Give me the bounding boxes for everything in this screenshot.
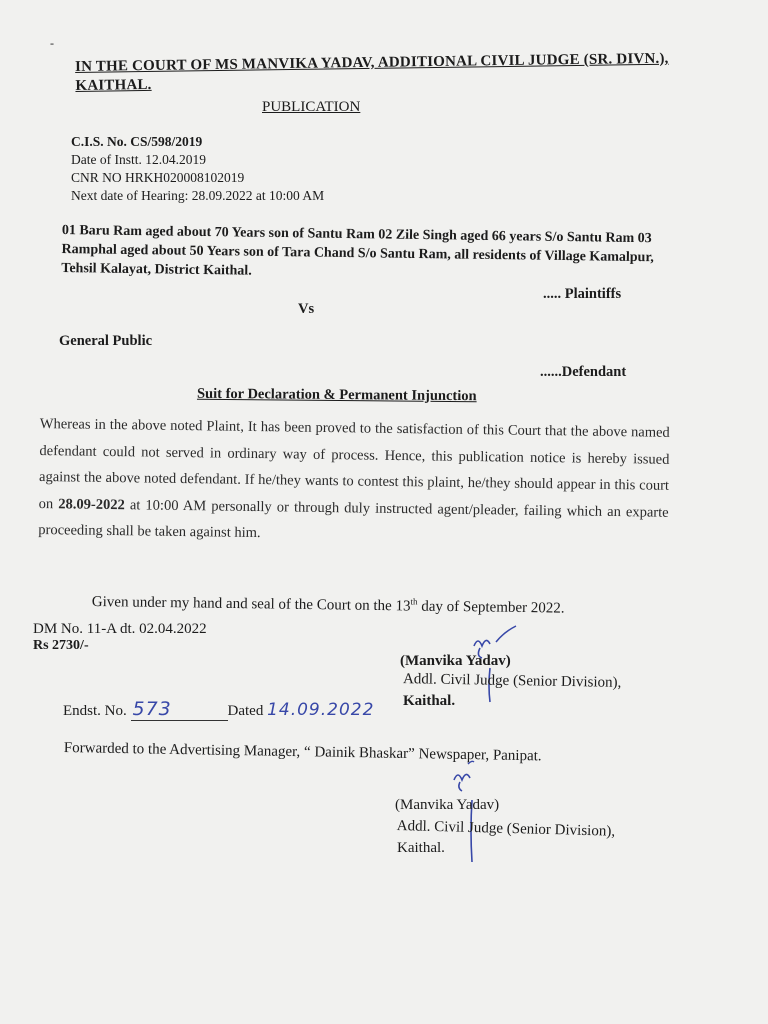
signature-2-name: (Manvika Yadav) [395, 797, 500, 813]
dated-label: Dated [227, 703, 264, 719]
endorsement-line [63, 698, 374, 721]
defendant-label: ......Defendant [540, 364, 627, 380]
notice-body-part2: at 10:00 AM personally or through duly instructed agent/pleader, failing which an exparte proceeding shall be taken against him. [38, 496, 669, 542]
publication-heading: PUBLICATION [262, 99, 361, 115]
signature-1-place: Kaithal. [403, 693, 456, 709]
endst-number-field [131, 698, 228, 721]
date-of-institution: Date of Instt. 12.04.2019 [71, 152, 206, 167]
given-suffix: day of September 2022. [417, 598, 565, 617]
court-title: IN THE COURT OF MS MANVIKA YADAV, ADDITIONAL CIVIL JUDGE (SR. DIVN.), KAITHAL. [75, 50, 669, 94]
signature-1-name: (Manvika Yadav) [400, 653, 511, 669]
dm-number: DM No. 11-A dt. 02.04.2022 [33, 621, 207, 637]
forwarded-to: Forwarded to the Advertising Manager, “ Dainik Bhaskar” Newspaper, Panipat. [63, 740, 542, 765]
versus-label: Vs [298, 301, 315, 317]
signature-2-place: Kaithal. [397, 840, 445, 856]
cis-number: C.I.S. No. CS/598/2019 [71, 134, 203, 149]
given-superscript: th [410, 596, 418, 607]
given-prefix: Given under my hand and seal of the Court on the 13 [91, 593, 411, 615]
endst-label: Endst. No. [63, 703, 127, 719]
corner-mark: - [50, 36, 54, 50]
cnr-number: CNR NO HRKH020008102019 [71, 170, 245, 185]
notice-body-part1: Whereas in the above noted Plaint, It has been proved to the satisfaction of this Court that the above named defendant could not served in ordinary way of process. Hence, this publication notice is hereby issued against the above noted defendant. If he/they wants to contest this plaint, he/they should appear in this court on [38, 415, 670, 512]
signature-1-designation: Addl. Civil Judge (Senior Division), [402, 671, 622, 691]
rs-amount: Rs 2730/- [33, 638, 89, 653]
next-hearing-date: Next date of Hearing: 28.09.2022 at 10:00 AM [71, 188, 325, 203]
signature-2-designation: Addl. Civil Judge (Senior Division), [396, 818, 616, 840]
notice-body [38, 411, 670, 552]
plaintiffs-description: 01 Baru Ram aged about 70 Years son of Santu Ram 02 Zile Singh aged 66 years S/o Santu Ram 03 Ramphal aged about 50 Years son of Tara Chand S/o Santu Ram, all residents of Village Kamalpur, Tehsil Kalayat, District Kaithal. [61, 222, 654, 279]
hearing-date-bold: 28.09-2022 [58, 495, 125, 513]
suit-title: Suit for Declaration & Permanent Injunction [196, 385, 477, 405]
defendant-name: General Public [59, 333, 153, 349]
endst-number: 573 [132, 698, 172, 720]
endst-date: 14.09.2022 [267, 700, 375, 720]
signature-2-stroke [448, 760, 498, 870]
plaintiffs-label: ..... Plaintiffs [543, 286, 622, 302]
given-under-hand [92, 592, 565, 618]
